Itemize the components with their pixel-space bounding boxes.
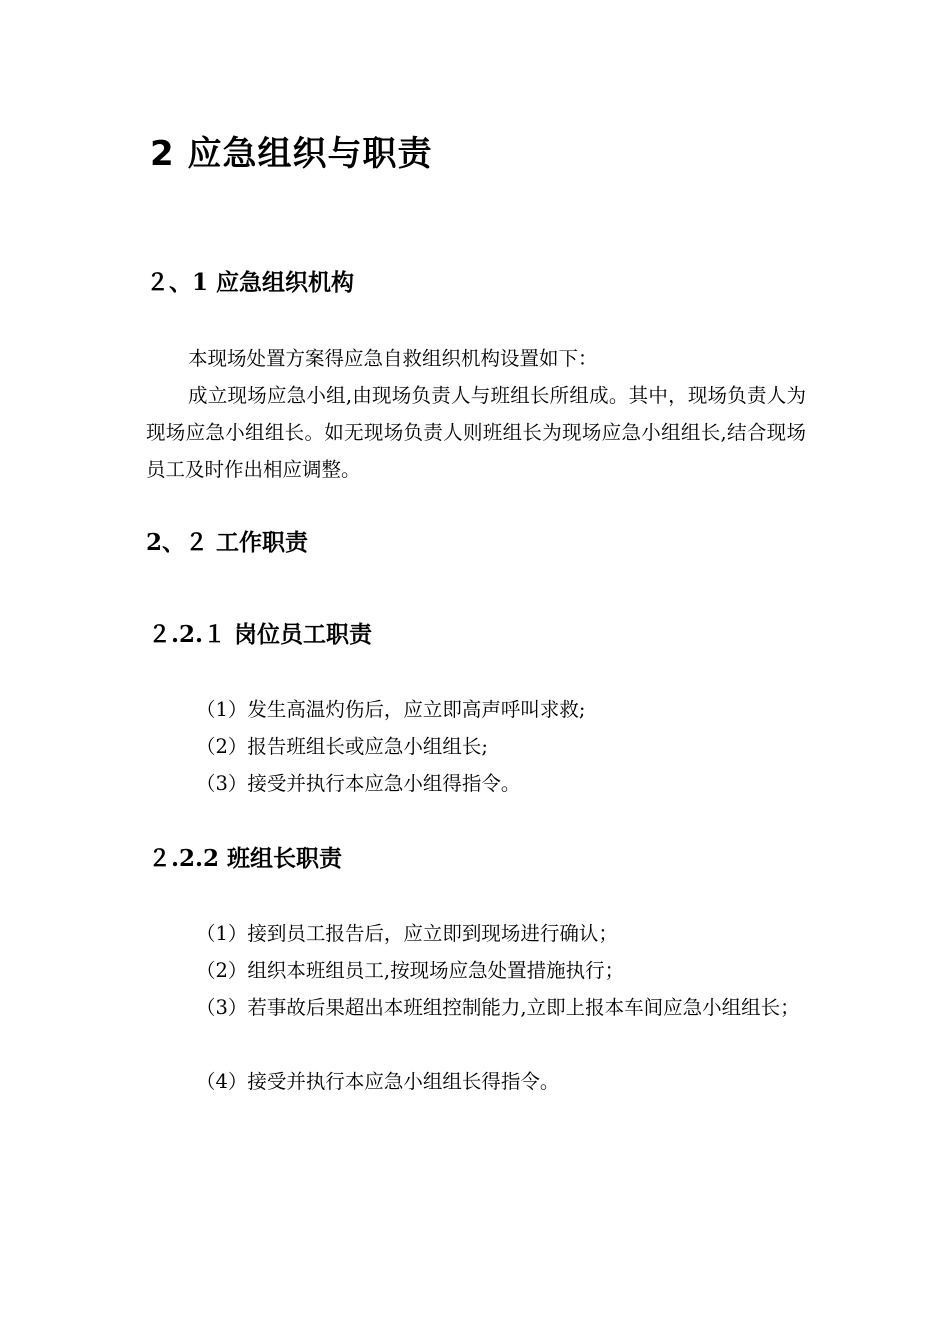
chapter-title: 2 应急组织与职责 [150, 134, 433, 174]
section-heading-duties: 2、２ 工作职责 [146, 529, 309, 556]
subsection-heading-staff: ２.2.１ 岗位员工职责 [148, 621, 373, 648]
staff-duty-item: （3）接受并执行本应急小组得指令。 [196, 772, 521, 795]
paragraph-intro: 本现场处置方案得应急自救组织机构设置如下： [188, 347, 598, 370]
staff-duty-item: （1）发生高温灼伤后，应立即高声呼叫求救; [196, 698, 586, 721]
leader-duty-item: （3）若事故后果超出本班组控制能力,立即上报本车间应急小组组长； [196, 996, 800, 1019]
leader-duty-item: （4）接受并执行本应急小组组长得指令。 [196, 1070, 560, 1093]
staff-duty-item: （2）报告班组长或应急小组组长; [196, 735, 488, 758]
leader-duty-item: （1）接到员工报告后，应立即到现场进行确认； [196, 922, 618, 945]
paragraph-org-setup: 成立现场应急小组,由现场负责人与班组长所组成。其中，现场负责人为现场应急小组组长。如无现场负责人则班组长为现场应急小组组长,结合现场员工及时作出相应调整。 [146, 384, 806, 481]
leader-duty-item: （2）组织本班组员工,按现场应急处置措施执行； [196, 959, 625, 982]
subsection-heading-leader: ２.2.2 班组长职责 [148, 845, 343, 872]
section-heading-org: ２、1 应急组织机构 [146, 269, 355, 296]
